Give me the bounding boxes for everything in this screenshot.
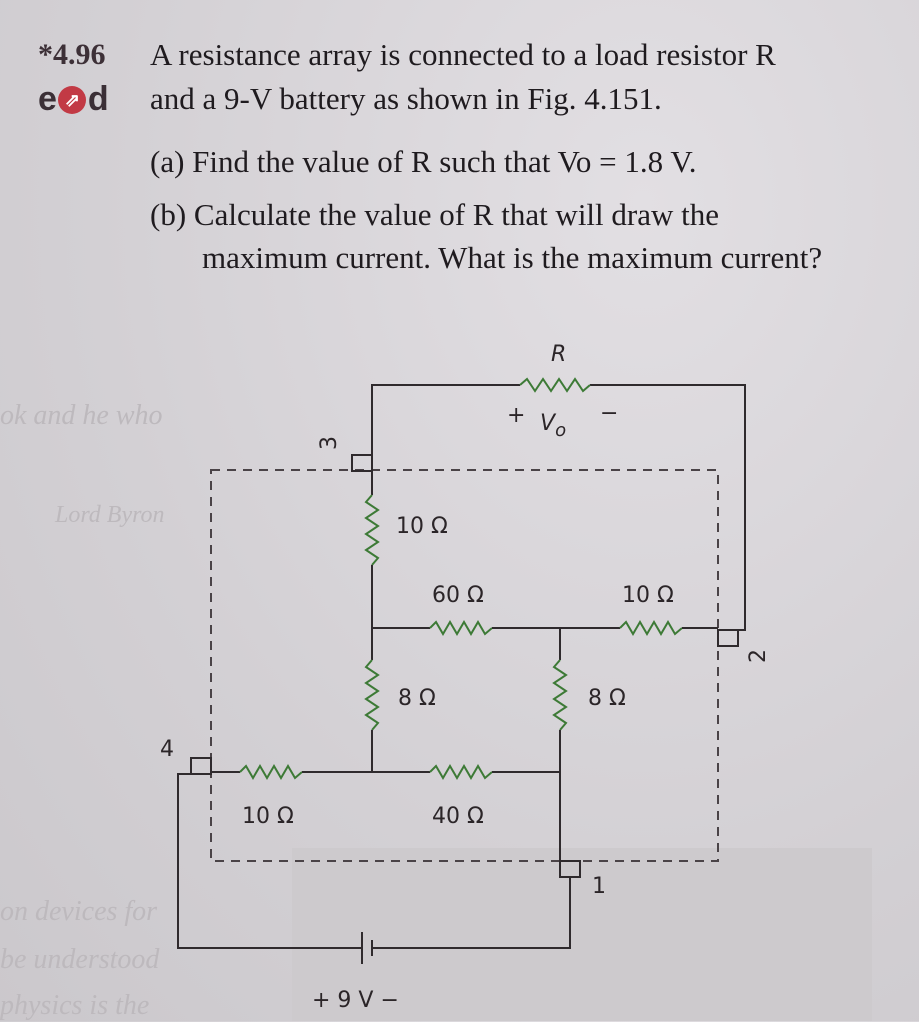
label-60: 60 Ω <box>432 583 484 608</box>
label-10-bottom: 10 Ω <box>242 804 294 829</box>
part-b-line-1: (b) Calculate the value of R that will draw the <box>150 197 720 232</box>
bg-text-5: physics is the <box>0 990 150 1021</box>
problem-line-1: A resistance array is connected to a load resistor R <box>150 37 776 72</box>
resistor-10-bottom <box>240 766 302 778</box>
bg-text-2: Lord Byron <box>55 502 165 528</box>
resistor-10-top <box>366 495 378 565</box>
arrow-icon: ⇗ <box>58 86 86 114</box>
resistor-10-right <box>620 622 682 634</box>
label-8-left: 8 Ω <box>398 686 436 711</box>
node-2: 2 <box>746 649 771 663</box>
vo-minus: − <box>600 401 619 426</box>
part-a: (a) Find the value of R such that Vo = 1.8 V. <box>150 144 697 179</box>
resistor-8-left <box>366 660 378 730</box>
label-40: 40 Ω <box>432 804 484 829</box>
label-8-right: 8 Ω <box>588 686 626 711</box>
resistor-40 <box>430 766 492 778</box>
vo-plus: + <box>507 403 526 428</box>
vo-label: $V_o$ <box>540 411 567 441</box>
part-b-line-2: maximum current. What is the maximum current? <box>202 240 823 275</box>
label-10-top: 10 Ω <box>396 514 448 539</box>
problem-number: *4.96 <box>38 38 106 71</box>
terminal-4 <box>191 758 211 774</box>
bg-text-1: ok and he who <box>0 400 163 431</box>
node-1: 1 <box>592 874 606 899</box>
label-10-right: 10 Ω <box>622 583 674 608</box>
bg-text-4: be understood <box>0 944 160 975</box>
ead-logo: e ⇗ d <box>38 80 108 118</box>
resistor-8-right <box>554 660 566 730</box>
terminal-1 <box>560 861 580 877</box>
battery-label: + 9 V − <box>312 988 399 1013</box>
terminal-3 <box>352 455 372 471</box>
network-box <box>211 470 718 861</box>
terminal-2 <box>718 630 738 646</box>
node-3: 3 <box>317 436 342 450</box>
problem-line-2: and a 9-V battery as shown in Fig. 4.151. <box>150 81 662 116</box>
load-label: R <box>551 342 567 367</box>
resistor-load <box>520 379 590 391</box>
node-4: 4 <box>160 737 174 762</box>
bg-text-3: on devices for <box>0 896 158 927</box>
resistor-60 <box>430 622 492 634</box>
